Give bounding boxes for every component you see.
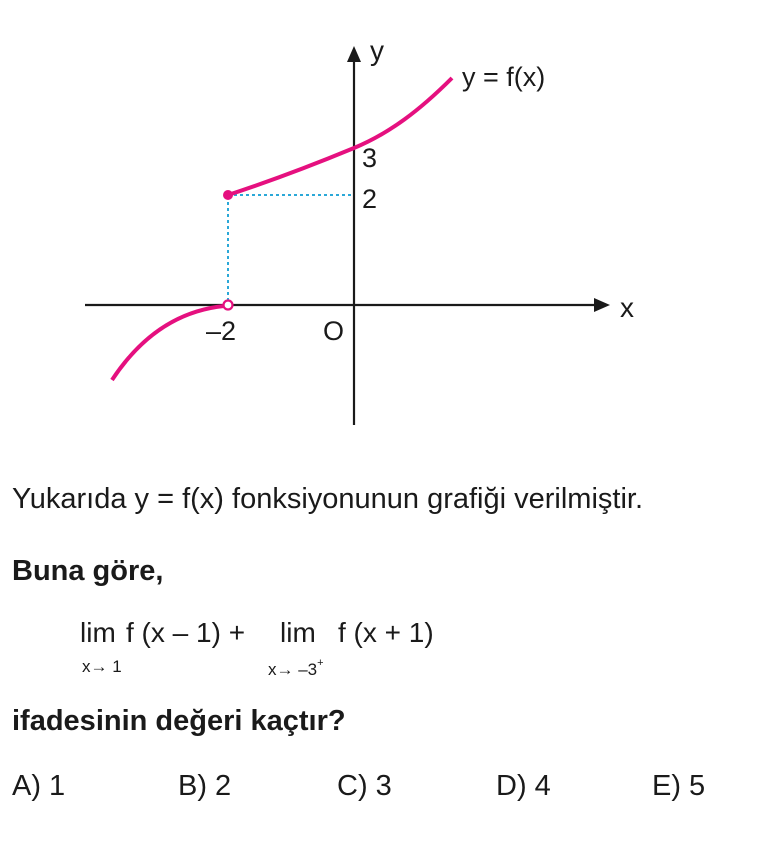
y-axis-label: y <box>370 35 384 66</box>
function-label: y = f(x) <box>462 62 546 92</box>
lim1-subscript: x→ 1 <box>82 657 122 676</box>
y-axis-arrow-icon <box>347 46 361 62</box>
limit-expression <box>80 605 500 679</box>
open-endpoint <box>224 301 233 310</box>
lim2-word: lim <box>280 617 316 648</box>
question-prompt: Buna göre, <box>12 555 164 587</box>
question-ask: ifadesinin değeri kaçtır? <box>12 705 346 737</box>
x-axis-arrow-icon <box>594 298 610 312</box>
x-axis-label: x <box>620 292 634 323</box>
x-tick-label-minus-2: –2 <box>206 316 237 346</box>
lim1-expression: f (x – 1) + <box>126 617 246 648</box>
y-tick-label-3: 3 <box>362 143 378 173</box>
choice-b[interactable]: B) 2 <box>178 770 232 802</box>
choice-d[interactable]: D) 4 <box>496 770 551 802</box>
lim1-word: lim <box>80 617 116 648</box>
lim2-expression: f (x + 1) <box>338 617 434 648</box>
choice-e[interactable]: E) 5 <box>652 770 706 802</box>
choice-c[interactable]: C) 3 <box>337 770 392 802</box>
curve-right-branch <box>228 78 452 195</box>
origin-label: O <box>323 316 345 346</box>
lim2-superscript: + <box>317 657 324 669</box>
y-tick-label-2: 2 <box>362 184 378 214</box>
filled-endpoint <box>223 190 233 200</box>
lim2-subscript-text: x→ –3 <box>268 660 318 679</box>
lim2-subscript <box>268 657 324 680</box>
question-statement: Yukarıda y = f(x) fonksiyonunun grafiği verilmiştir. <box>12 483 644 515</box>
choice-a[interactable]: A) 1 <box>12 770 66 802</box>
